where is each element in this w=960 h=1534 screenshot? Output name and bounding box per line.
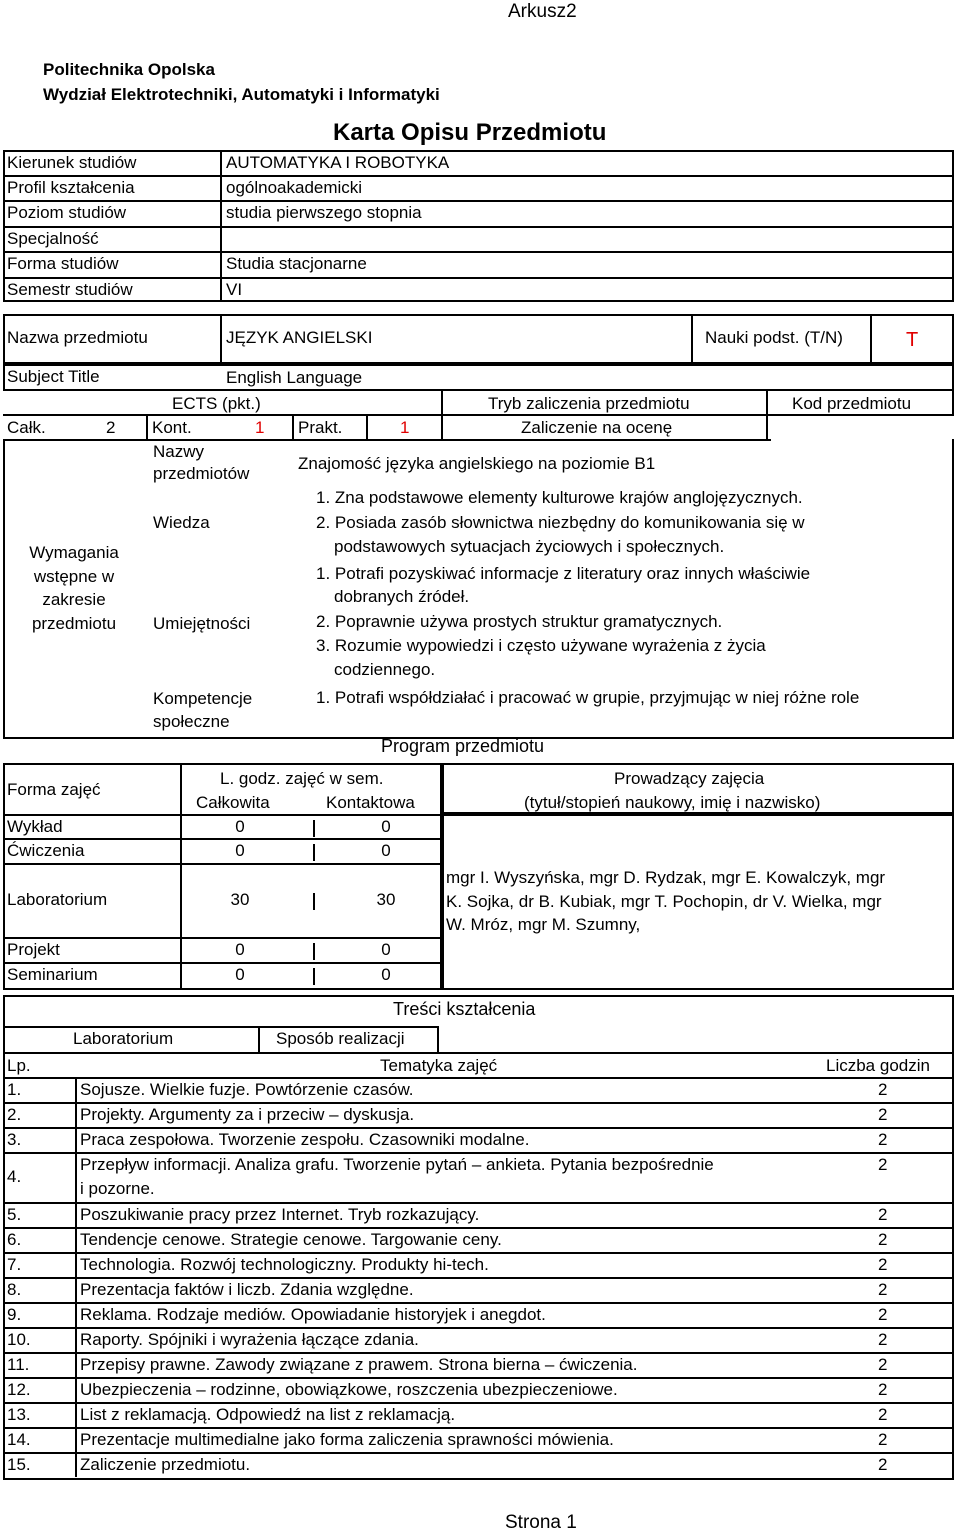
topic-col-divider bbox=[75, 1202, 77, 1227]
topic-text: Tendencje cenowe. Strategie cenowe. Targowanie ceny. bbox=[80, 1230, 502, 1249]
faculty-name: Wydział Elektrotechniki, Automatyki i Informatyki bbox=[43, 85, 440, 104]
topic-col-divider bbox=[75, 1402, 77, 1427]
teacher-line: K. Sojka, dr B. Kubiak, mgr T. Pochopin, dr V. Wielka, mgr bbox=[446, 891, 882, 911]
requirements-label-line: Wymagania bbox=[29, 543, 119, 562]
topic-number: 2. bbox=[7, 1105, 22, 1124]
completion-mode-header: Tryb zaliczenia przedmiotu bbox=[488, 394, 690, 413]
teacher-line: mgr I. Wyszyńska, mgr D. Rydzak, mgr E. Kowalczyk, mgr bbox=[446, 868, 886, 887]
method-label: Sposób realizacji bbox=[276, 1029, 405, 1048]
topic-number: 9. bbox=[7, 1305, 22, 1324]
topic-number: 10. bbox=[7, 1330, 31, 1349]
program-hours-total: 0 bbox=[235, 841, 245, 860]
topic-col-divider bbox=[75, 1377, 77, 1402]
program-hours-divider bbox=[313, 820, 315, 837]
program-title: Program przedmiotu bbox=[381, 736, 545, 756]
outcome-line: dobranych źródeł. bbox=[334, 587, 470, 606]
competence-label bbox=[153, 687, 252, 733]
topic-row-divider bbox=[3, 1352, 954, 1354]
topic-text: Prezentacje multimedialne jako forma zaliczenia sprawności mówienia. bbox=[80, 1430, 614, 1449]
topic-text: List z reklamacją. Odpowiedź na list z reklamacją. bbox=[80, 1405, 456, 1424]
topic-text: Projekty. Argumenty za i przeciw – dyskusja. bbox=[80, 1105, 415, 1124]
outcome-line: 2. Posiada zasób słownictwa niezbędny do komunikowania się w bbox=[316, 513, 805, 532]
subject-name: JĘZYK ANGIELSKI bbox=[226, 328, 373, 347]
study-info-label: Forma studiów bbox=[7, 254, 119, 273]
topic-col-divider bbox=[75, 1452, 77, 1477]
prerequisite-subjects-label bbox=[153, 441, 249, 485]
subject-title-row bbox=[3, 364, 954, 391]
topic-row-divider bbox=[3, 1452, 954, 1454]
topic-row-divider bbox=[3, 1277, 954, 1279]
topic-number: 7. bbox=[7, 1255, 22, 1274]
topic-col-divider bbox=[75, 1102, 77, 1127]
requirements-label-line: wstępne w bbox=[33, 566, 115, 586]
topic-hours: 2 bbox=[878, 1205, 888, 1224]
topic-number: 12. bbox=[7, 1380, 31, 1399]
program-hours-total: 0 bbox=[235, 817, 245, 836]
topic-hours: 2 bbox=[878, 1355, 888, 1374]
program-hours-total: 0 bbox=[235, 965, 245, 984]
topic-row-divider bbox=[3, 1302, 954, 1304]
topic-col-divider bbox=[75, 1302, 77, 1327]
topic-number: 4. bbox=[7, 1167, 22, 1186]
topic-text: Przepływ informacji. Analiza grafu. Tworzenie pytań – ankieta. Pytania bezpośrednie bbox=[80, 1155, 714, 1174]
program-form: Projekt bbox=[7, 940, 60, 959]
program-form: Seminarium bbox=[7, 965, 98, 984]
study-info-value: ogólnoakademicki bbox=[226, 178, 363, 197]
sheet-name: Arkusz2 bbox=[508, 1, 577, 22]
outcome-line: 3. Rozumie wypowiedzi i często używane wyrażenia z życia bbox=[316, 636, 766, 655]
hours-contact-label: Kontaktowa bbox=[326, 793, 415, 812]
program-hours-total: 30 bbox=[230, 890, 250, 909]
topic-row-divider bbox=[3, 1077, 954, 1079]
topic-text: Raporty. Spójniki i wyrażenia łączące zdania. bbox=[80, 1330, 419, 1349]
program-form: Laboratorium bbox=[7, 890, 108, 909]
topic-text: Ubezpieczenia – rodzinne, obowiązkowe, roszczenia ubezpieczeniowe. bbox=[80, 1380, 618, 1399]
competence-outcome: 1. Potrafi współdziałać i pracować w grupie, przyjmując w niej różne role bbox=[316, 688, 860, 707]
col-no-header: Lp. bbox=[7, 1056, 31, 1075]
skills-label: Umiejętności bbox=[153, 614, 251, 633]
study-info-label: Profil kształcenia bbox=[7, 178, 135, 197]
topic-col-divider bbox=[75, 1252, 77, 1277]
competence-label-line: Kompetencje bbox=[153, 689, 253, 708]
ects-practical-label: Prakt. bbox=[298, 418, 343, 437]
topic-hours: 2 bbox=[878, 1405, 888, 1424]
col-topic-header: Tematyka zajęć bbox=[380, 1056, 498, 1075]
topic-number: 8. bbox=[7, 1280, 22, 1299]
page-footer: Strona 1 bbox=[505, 1512, 577, 1533]
ects-contact-value: 1 bbox=[255, 418, 265, 437]
program-hours-total: 0 bbox=[235, 940, 245, 959]
topic-text: Przepisy prawne. Zawody związane z prawem. Strona bierna – ćwiczenia. bbox=[80, 1355, 638, 1374]
topic-row-divider bbox=[3, 1127, 954, 1129]
outcome-line: 1. Zna podstawowe elementy kulturowe krajów anglojęzycznych. bbox=[316, 488, 803, 507]
program-hours-divider bbox=[313, 844, 315, 861]
col-hours-header: Liczba godzin bbox=[826, 1056, 930, 1075]
topic-col-divider bbox=[75, 1352, 77, 1377]
teacher-line: W. Mróz, mgr M. Szumny, bbox=[446, 915, 641, 934]
topic-col-divider bbox=[75, 1327, 77, 1352]
topic-number: 5. bbox=[7, 1205, 22, 1224]
teacher-sub-label: (tytuł/stopień naukowy, imię i nazwisko) bbox=[524, 793, 821, 812]
prerequisite-subjects: Znajomość języka angielskiego na poziomie B1 bbox=[298, 454, 656, 473]
basic-science-value: T bbox=[906, 329, 919, 351]
subject-title: English Language bbox=[226, 368, 363, 387]
program-hours-contact: 0 bbox=[381, 940, 391, 959]
program-form: Wykład bbox=[7, 817, 63, 836]
topic-hours: 2 bbox=[878, 1305, 888, 1324]
competence-label-line: społeczne bbox=[153, 712, 230, 731]
outcome-line: codziennego. bbox=[334, 660, 436, 679]
topic-hours: 2 bbox=[878, 1380, 888, 1399]
topic-hours: 2 bbox=[878, 1155, 888, 1174]
subject-name-label: Nazwa przedmiotu bbox=[7, 328, 148, 347]
teacher-label: Prowadzący zajęcia bbox=[614, 769, 765, 788]
topic-hours: 2 bbox=[878, 1080, 888, 1099]
topic-col-divider bbox=[75, 1152, 77, 1202]
topic-text: Prezentacja faktów i liczb. Zdania względne. bbox=[80, 1280, 414, 1299]
requirements-label-line: przedmiotu bbox=[31, 613, 117, 633]
topic-hours: 2 bbox=[878, 1130, 888, 1149]
ects-total-value: 2 bbox=[106, 418, 116, 437]
study-info-value: studia pierwszego stopnia bbox=[226, 203, 422, 222]
study-info-value: VI bbox=[226, 280, 243, 299]
basic-science-label: Nauki podst. (T/N) bbox=[705, 328, 843, 347]
ects-total-label: Całk. bbox=[7, 418, 46, 437]
topic-row-divider bbox=[3, 1202, 954, 1204]
topic-number: 14. bbox=[7, 1430, 31, 1449]
topic-hours: 2 bbox=[878, 1230, 888, 1249]
topic-number: 1. bbox=[7, 1080, 22, 1099]
subjects-label-line: Nazwy bbox=[153, 442, 205, 461]
topic-text: Sojusze. Wielkie fuzje. Powtórzenie czasów. bbox=[80, 1080, 414, 1099]
topic-text: Zaliczenie przedmiotu. bbox=[80, 1455, 251, 1474]
requirements-label-line: zakresie bbox=[42, 590, 106, 609]
outcome-line: 1. Potrafi pozyskiwać informacje z literatury oraz innych właściwie bbox=[316, 564, 811, 583]
topic-row-divider bbox=[3, 1327, 954, 1329]
program-hours-contact: 0 bbox=[381, 841, 391, 860]
topic-hours: 2 bbox=[878, 1105, 888, 1124]
hours-label: L. godz. zajęć w sem. bbox=[220, 769, 384, 788]
program-hours-contact: 0 bbox=[381, 817, 391, 836]
topic-col-divider bbox=[75, 1277, 77, 1302]
program-hours-contact: 30 bbox=[376, 890, 396, 909]
topic-row-divider bbox=[3, 1252, 954, 1254]
program-form: Ćwiczenia bbox=[7, 841, 85, 860]
hours-total-label: Całkowita bbox=[196, 793, 270, 812]
study-info-label: Semestr studiów bbox=[7, 280, 133, 299]
content-form: Laboratorium bbox=[73, 1029, 174, 1048]
requirements-label bbox=[0, 541, 148, 635]
topic-row-divider bbox=[3, 1227, 954, 1229]
topic-row-divider bbox=[3, 1377, 954, 1379]
topic-hours: 2 bbox=[878, 1430, 888, 1449]
topic-hours: 2 bbox=[878, 1455, 888, 1474]
topic-number: 11. bbox=[7, 1355, 30, 1374]
topic-col-divider bbox=[75, 1227, 77, 1252]
topic-number: 13. bbox=[7, 1405, 31, 1424]
topic-text-continuation: i pozorne. bbox=[80, 1179, 155, 1198]
form-label: Forma zajęć bbox=[7, 780, 101, 799]
teachers-list bbox=[446, 866, 885, 937]
study-info-label: Specjalność bbox=[7, 229, 99, 248]
subject-title-label: Subject Title bbox=[7, 367, 100, 386]
program-hours-divider bbox=[313, 968, 315, 985]
topic-col-divider bbox=[75, 1427, 77, 1452]
outcome-line: podstawowych sytuacjach życiowych i społecznych. bbox=[334, 537, 725, 556]
topic-hours: 2 bbox=[878, 1330, 888, 1349]
subject-code-header: Kod przedmiotu bbox=[792, 394, 912, 413]
topic-text: Reklama. Rodzaje mediów. Opowiadanie historyjek i anegdot. bbox=[80, 1305, 546, 1324]
topic-row-divider bbox=[3, 1152, 954, 1154]
topic-col-divider bbox=[75, 1127, 77, 1152]
topic-hours: 2 bbox=[878, 1255, 888, 1274]
outcome-line: 2. Poprawnie używa prostych struktur gramatycznych. bbox=[316, 612, 723, 631]
completion-mode: Zaliczenie na ocenę bbox=[521, 418, 673, 437]
ects-header: ECTS (pkt.) bbox=[172, 394, 261, 413]
topic-text: Praca zespołowa. Tworzenie zespołu. Czasowniki modalne. bbox=[80, 1130, 530, 1149]
topic-row-divider bbox=[3, 1102, 954, 1104]
study-info-label: Poziom studiów bbox=[7, 203, 127, 222]
study-info-value: AUTOMATYKA I ROBOTYKA bbox=[226, 153, 450, 172]
subjects-label-line: przedmiotów bbox=[153, 464, 250, 483]
university-name: Politechnika Opolska bbox=[43, 60, 215, 79]
topic-row-divider bbox=[3, 1427, 954, 1429]
topic-col-divider bbox=[75, 1077, 77, 1102]
program-hours-divider bbox=[313, 893, 315, 910]
content-title: Treści kształcenia bbox=[393, 999, 536, 1019]
topic-number: 15. bbox=[7, 1455, 31, 1474]
study-info-value: Studia stacjonarne bbox=[226, 254, 367, 273]
program-hours-divider bbox=[313, 943, 315, 960]
topic-number: 6. bbox=[7, 1230, 22, 1249]
topic-hours: 2 bbox=[878, 1280, 888, 1299]
ects-contact-label: Kont. bbox=[152, 418, 192, 437]
ects-practical-value: 1 bbox=[400, 418, 410, 437]
topic-text: Technologia. Rozwój technologiczny. Produkty hi-tech. bbox=[80, 1255, 489, 1274]
topic-number: 3. bbox=[7, 1130, 22, 1149]
program-hours-contact: 0 bbox=[381, 965, 391, 984]
topic-text: Poszukiwanie pracy przez Internet. Tryb rozkazujący. bbox=[80, 1205, 480, 1224]
knowledge-label: Wiedza bbox=[153, 513, 210, 532]
topic-row-divider bbox=[3, 1402, 954, 1404]
study-info-label: Kierunek studiów bbox=[7, 153, 137, 172]
document-title: Karta Opisu Przedmiotu bbox=[333, 119, 607, 146]
